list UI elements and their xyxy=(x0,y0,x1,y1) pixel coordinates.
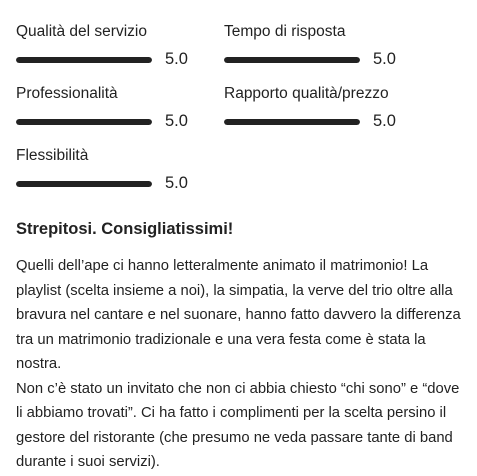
review-paragraph: Non c’è stato un invitato che non ci abbia chiesto “chi sono” e “dove li abbiamo trovati”. Ci ha fatto i complimenti per la scelta persino il gestore del ristorante (che presumo ne veda passare tante di band durante i suoi servizi). xyxy=(16,380,460,470)
rating-score: 5.0 xyxy=(165,174,188,192)
rating-bar-track xyxy=(16,119,152,125)
rating-professionalism xyxy=(16,84,216,134)
rating-flexibility xyxy=(16,146,216,196)
rating-score: 5.0 xyxy=(373,112,396,130)
rating-label: Tempo di risposta xyxy=(224,23,346,40)
rating-bar-fill xyxy=(16,119,152,125)
rating-response-time xyxy=(224,22,424,72)
rating-score: 5.0 xyxy=(165,112,188,130)
rating-bar-fill xyxy=(16,57,152,63)
rating-bar-track xyxy=(16,181,152,187)
rating-bar-track xyxy=(224,57,360,63)
rating-bar-fill xyxy=(16,181,152,187)
rating-label: Professionalità xyxy=(16,85,118,102)
rating-bar-track xyxy=(16,57,152,63)
rating-value-for-money xyxy=(224,84,424,134)
rating-bar-track xyxy=(224,119,360,125)
rating-score: 5.0 xyxy=(373,50,396,68)
rating-score: 5.0 xyxy=(165,50,188,68)
rating-service-quality xyxy=(16,22,216,72)
rating-bar-fill xyxy=(224,57,360,63)
review-paragraph: Quelli dell’ape ci hanno letteralmente animato il matrimonio! La playlist (scelta insieme a noi), la simpatia, la verve del trio oltre alla bravura nel cantare e nel suonare, hanno fatto davvero la differenza tra un matrimonio tradizionale e una vera festa come è stata la nostra. xyxy=(16,258,461,372)
rating-label: Qualità del servizio xyxy=(16,23,147,40)
rating-bar-fill xyxy=(224,119,360,125)
review-title: Strepitosi. Consigliatissimi! xyxy=(16,220,234,238)
review-body xyxy=(16,254,466,475)
rating-label: Rapporto qualità/prezzo xyxy=(224,85,389,102)
rating-label: Flessibilità xyxy=(16,147,89,164)
